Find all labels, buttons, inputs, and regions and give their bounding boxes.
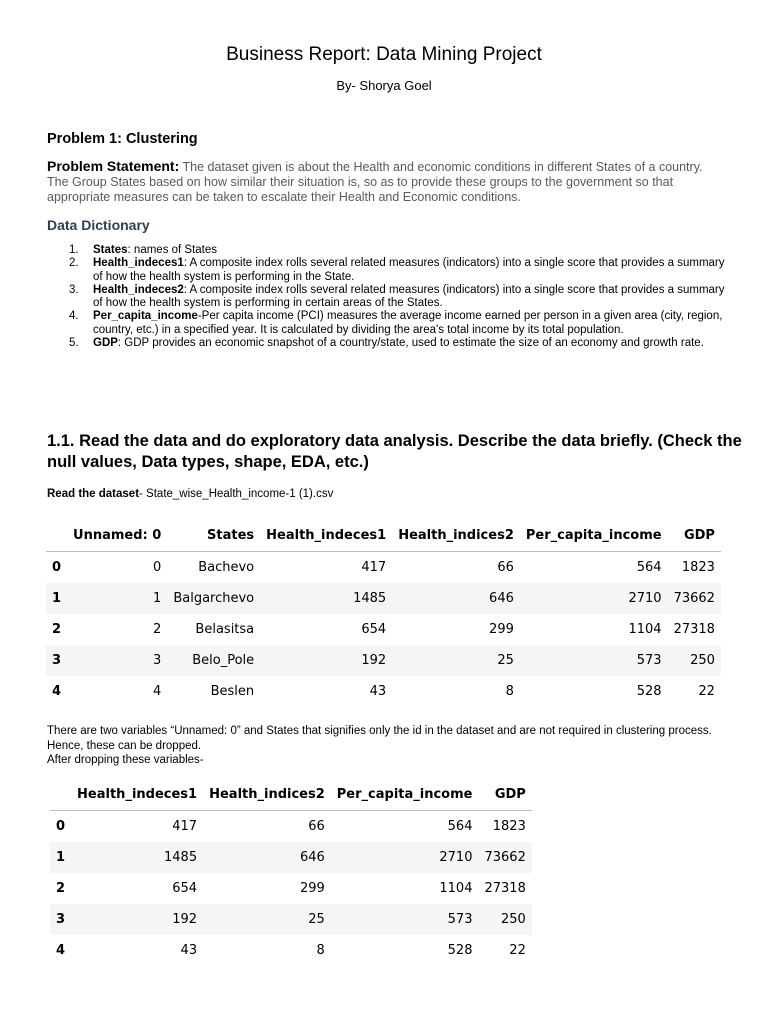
table-cell: 2710 [520, 583, 668, 614]
table-cell: 417 [361, 560, 387, 575]
table-cell: 573 [331, 904, 479, 935]
table-cell: 8 [505, 684, 514, 699]
table-cell: 654 [172, 881, 198, 896]
item-number: 1. [69, 244, 79, 256]
column-header: GDP [668, 519, 721, 552]
table-row [50, 842, 532, 873]
table-cell: 66 [308, 819, 325, 834]
table-cell: 417 [172, 819, 198, 834]
table-cell: 299 [489, 622, 514, 637]
column-header: Health_indices2 [392, 519, 520, 552]
item-desc: : names of States [127, 244, 218, 256]
dictionary-item [47, 337, 727, 350]
column-header: Per_capita_income [331, 778, 479, 811]
table-row [46, 583, 721, 614]
item-desc: -Per capita income (PCI) measures the average income earned per person in a given area (city, region, country, etc.) in a specified year. It is calculated by dividing the area's total income by its total population. [93, 310, 723, 336]
problem-heading: Problem 1: Clustering [47, 131, 198, 147]
table-cell: 22 [509, 943, 526, 958]
table-cell: 3 [67, 645, 167, 676]
table-cell: 43 [180, 943, 198, 958]
table-cell: 4 [153, 684, 162, 699]
table-cell: 73662 [668, 583, 721, 614]
column-header [50, 778, 71, 811]
note-line: There are two variables “Unnamed: 0” and States that signifies only the id in the dataset and are not required in clustering process. Hence, these can be dropped. [47, 725, 712, 752]
table-row [50, 811, 532, 843]
table-cell: 528 [447, 943, 473, 958]
row-index: 2 [56, 881, 66, 896]
table-cell: 25 [203, 904, 331, 935]
row-index: 4 [52, 684, 62, 699]
drop-variables-note [47, 724, 737, 768]
table-cell: Bachevo [198, 560, 255, 575]
item-term: Health_indeces2 [93, 283, 184, 296]
table-cell: 654 [361, 622, 387, 637]
dictionary-item [47, 310, 727, 337]
problem-statement [47, 159, 727, 205]
column-header: Health_indeces1 [71, 778, 203, 811]
statement-text: The dataset given is about the Health and economic conditions in different States of a country. The Group States based on how similar their situation is, so as to provide these groups to the government so that appropriate measures can be taken to escalate their Health and Economic conditions. [47, 160, 703, 204]
table-cell: Belasitsa [195, 622, 255, 637]
table-cell: 2 [153, 622, 162, 637]
item-term: GDP [93, 337, 118, 350]
item-desc: : A composite index rolls several related measures (indicators) into a single score that provides a summary of how the health system is performing in the State. [93, 257, 725, 283]
statement-label: Problem Statement: [47, 158, 180, 174]
table-cell: 646 [392, 583, 520, 614]
table-cell: 1485 [260, 583, 392, 614]
table-cell: 0 [153, 560, 162, 575]
table-cell: 573 [520, 645, 668, 676]
table-cell: 22 [698, 684, 715, 699]
eda-heading: 1.1. Read the data and do exploratory data analysis. Describe the data briefly. (Check the null values, Data types, shape, EDA, etc.) [47, 432, 742, 471]
table-cell: 250 [668, 645, 721, 676]
table-row [50, 904, 532, 935]
table-row [46, 676, 721, 707]
data-dictionary-list [47, 244, 727, 350]
table-cell: 299 [299, 881, 325, 896]
table-cell: Belo_Pole [167, 645, 260, 676]
item-term: Health_indeces1 [93, 257, 184, 270]
item-number: 2. [69, 257, 79, 270]
item-desc: : GDP provides an economic snapshot of a country/state, used to estimate the size of an economy and growth rate. [117, 337, 704, 350]
table-row [50, 935, 532, 966]
column-header: Health_indeces1 [260, 519, 392, 552]
row-index: 0 [52, 560, 62, 575]
raw-data-table [46, 519, 721, 707]
read-label: Read the dataset [47, 488, 140, 500]
note-line: After dropping these variables- [47, 754, 204, 766]
table-header-row [50, 778, 532, 811]
item-term: Per_capita_income [93, 310, 198, 323]
table-row [46, 614, 721, 645]
table-row [46, 552, 721, 584]
row-index: 4 [56, 943, 66, 958]
table-cell: 2710 [331, 842, 479, 873]
data-dictionary-heading: Data Dictionary [47, 217, 150, 233]
table-cell: 1104 [628, 622, 662, 637]
table-cell: 27318 [484, 881, 526, 896]
dataset-filename: - State_wise_Health_income-1 (1).csv [139, 488, 334, 500]
table-row [46, 645, 721, 676]
item-term: States [93, 244, 128, 256]
row-index: 3 [50, 904, 71, 935]
column-header [46, 519, 67, 552]
table-cell: Balgarchevo [167, 583, 260, 614]
row-index: 1 [46, 583, 67, 614]
table-cell: 1 [67, 583, 167, 614]
item-desc: : A composite index rolls several related measures (indicators) into a single score that provides a summary of how the health system is performing in certain areas of the States. [93, 283, 725, 310]
column-header: States [167, 519, 260, 552]
table-row [50, 873, 532, 904]
table-cell: 192 [260, 645, 392, 676]
dictionary-item [47, 284, 727, 311]
column-header: GDP [478, 778, 531, 811]
table-cell: 25 [392, 645, 520, 676]
item-number: 5. [69, 337, 79, 350]
table-cell: 66 [497, 560, 514, 575]
table-cell: Beslen [210, 684, 255, 699]
item-number: 3. [69, 283, 79, 296]
author-byline: By- Shorya Goel [336, 78, 432, 93]
item-number: 4. [69, 310, 79, 323]
table-cell: 43 [369, 684, 387, 699]
table-cell: 646 [203, 842, 331, 873]
table-header-row [46, 519, 721, 552]
table-cell: 8 [316, 943, 325, 958]
table-cell: 192 [71, 904, 203, 935]
table-cell: 27318 [673, 622, 715, 637]
column-header: Per_capita_income [520, 519, 668, 552]
table-cell: 1104 [439, 881, 473, 896]
table-cell: 1823 [681, 560, 715, 575]
dictionary-item [47, 244, 727, 257]
row-index: 1 [50, 842, 71, 873]
report-title: Business Report: Data Mining Project [226, 44, 542, 65]
row-index: 0 [56, 819, 66, 834]
table-cell: 73662 [478, 842, 531, 873]
table-cell: 1485 [71, 842, 203, 873]
dictionary-item [47, 257, 727, 284]
table-cell: 564 [447, 819, 473, 834]
table-cell: 1823 [492, 819, 526, 834]
table-cell: 250 [478, 904, 531, 935]
table-cell: 528 [636, 684, 662, 699]
column-header: Health_indices2 [203, 778, 331, 811]
row-index: 3 [46, 645, 67, 676]
dropped-data-table [50, 778, 532, 966]
table-cell: 564 [636, 560, 662, 575]
read-dataset-line [47, 488, 333, 500]
row-index: 2 [52, 622, 62, 637]
column-header: Unnamed: 0 [67, 519, 167, 552]
